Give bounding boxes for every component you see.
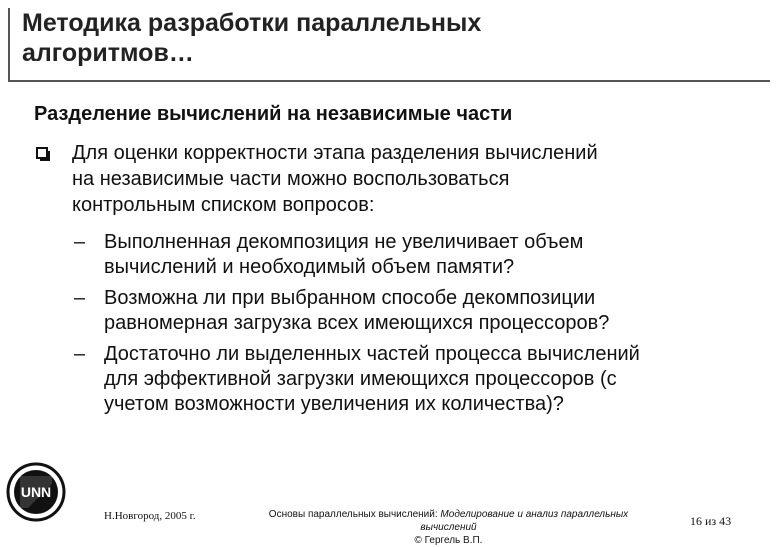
bullet-row bbox=[34, 140, 754, 218]
title-underline bbox=[10, 80, 770, 82]
logo-text: UNN bbox=[20, 484, 52, 500]
footer-course-prefix: Основы параллельных вычислений: bbox=[268, 509, 441, 520]
dash-marker: – bbox=[74, 231, 86, 253]
footer-course-title bbox=[256, 508, 641, 547]
page-number: 16 из 43 bbox=[690, 514, 732, 528]
list-item bbox=[74, 342, 754, 417]
list-item-text: Возможна ли при выбранном способе декомпозиции равномерная загрузка всех имеющихся процессоров? bbox=[104, 287, 610, 334]
checkbox-bullet-icon bbox=[36, 147, 48, 159]
section-heading: Разделение вычислений на независимые части bbox=[34, 103, 513, 125]
list-item-text: Достаточно ли выделенных частей процесса вычислений для эффективной загрузки имеющихся процессоров (с учетом возможности увеличения их количества)? bbox=[104, 343, 640, 415]
question-list bbox=[74, 230, 754, 423]
main-bullet bbox=[34, 140, 754, 218]
dash-marker: – bbox=[74, 343, 86, 365]
unn-logo-icon bbox=[6, 462, 66, 522]
bullet-text: Для оценки корректности этапа разделения вычислений на независимые части можно воспользоваться контрольным списком вопросов: bbox=[72, 142, 598, 216]
dash-marker: – bbox=[74, 287, 86, 309]
footer-author: © Гергель В.П. bbox=[414, 535, 483, 546]
list-item bbox=[74, 286, 754, 336]
footer-location-date: Н.Новгород, 2005 г. bbox=[104, 510, 196, 522]
footer-course-subtitle: Моделирование и анализ параллельных вычислений bbox=[420, 509, 629, 533]
title-left-rule bbox=[8, 8, 10, 82]
slide-title: Методика разработки параллельных алгоритмов… bbox=[22, 9, 482, 67]
list-item bbox=[74, 230, 754, 280]
list-item-text: Выполненная декомпозиция не увеличивает объем вычислений и необходимый объем памяти? bbox=[104, 231, 584, 278]
